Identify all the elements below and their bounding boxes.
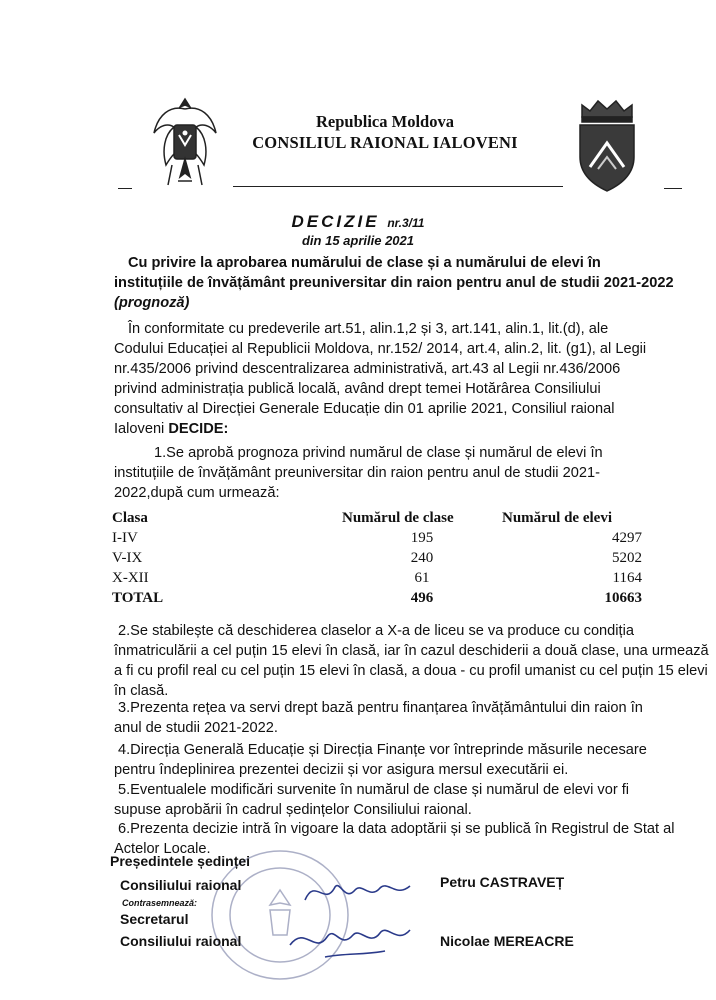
point-3	[114, 698, 674, 738]
table-total-elevi: 10663	[604, 589, 642, 606]
header-council: CONSILIUL RAIONAL IALOVENI	[252, 133, 518, 152]
secretary-name: Nicolae MEREACRE	[440, 933, 574, 949]
point-4-line-1: 4.Direcția Generală Educație și Direcția Finanțe vor întreprinde măsurile necesare	[118, 742, 647, 758]
preamble-line-3: nr.435/2006 privind descentralizarea administrativă, art.43 al Legii nr.436/2006	[114, 361, 621, 377]
preamble-line-6	[114, 419, 654, 439]
table-cell-clase: 195	[410, 529, 434, 546]
point-4-line-2: pentru îndeplinirea prezentei decizii și vor asigura mersul executării ei.	[114, 762, 569, 778]
point-1	[114, 443, 654, 503]
countersign-label: Contrasemnează:	[122, 898, 198, 908]
point-3-line-1: 3.Prezenta rețea va servi drept bază pentru finanțarea învățământului din raion în	[118, 700, 643, 716]
secretary-signature	[285, 915, 415, 965]
point-2-line-4: în clasă.	[114, 683, 169, 699]
table-header-elevi: Numărul de elevi	[502, 509, 612, 526]
preamble-decide: DECIDE:	[168, 421, 229, 437]
point-1-line-1: 1.Se aprobă prognoza privind numărul de clase și numărul de elevi în	[154, 445, 603, 461]
decision-number: nr.3/11	[387, 216, 425, 230]
point-2-line-2: înmatriculării a cel puțin 15 elevi în clasă, iar în cazul deschiderii a două clase, una urmează	[114, 643, 709, 659]
table-cell-clasa: I-IV	[112, 529, 138, 546]
preamble-line-4: privind administrația publică locală, având drept temei Hotărârea Consiliului	[114, 381, 601, 397]
table-row	[112, 548, 642, 568]
point-4	[114, 740, 674, 780]
president-title-1: Președintele ședinței	[110, 853, 251, 869]
preamble	[114, 319, 654, 439]
point-1-line-3: 2022,după cum urmează:	[114, 485, 280, 501]
point-5-line-2: supuse aprobării în cadrul ședințelor Consiliului raional.	[114, 802, 472, 818]
president-name: Petru CASTRAVEȚ	[440, 874, 565, 890]
point-2-line-3: a fi cu profil real cu cel puțin 15 elevi în clasă, a doua - cu profil umanist cu cel puțin 15 elevi	[114, 663, 708, 679]
point-5	[114, 780, 674, 820]
secretary-title-2: Consiliului raional	[120, 933, 242, 949]
point-1-line-2: instituțiile de învățământ preuniversitar din raion pentru anul de studii 2021-	[114, 465, 600, 481]
point-6-line-2: Actelor Locale.	[114, 841, 211, 857]
secretary-title-1: Secretarul	[120, 911, 189, 927]
classes-table	[112, 508, 642, 608]
preamble-place: Ialoveni	[114, 421, 165, 437]
table-total-label: TOTAL	[112, 589, 164, 606]
decision-title	[0, 212, 716, 232]
preamble-line-1: În conformitate cu predeverile art.51, alin.1,2 și 3, art.141, alin.1, lit.(d), ale	[128, 321, 609, 337]
table-cell-clasa: V-IX	[112, 549, 143, 566]
table-cell-elevi: 4297	[612, 529, 642, 546]
preamble-line-2: Codului Educației al Republicii Moldova, nr.152/ 2014, art.4, alin.2, lit. (g1), al Legii	[114, 341, 647, 357]
table-total-row	[112, 588, 642, 608]
header-rule-center	[233, 186, 563, 187]
preamble-line-5: consultativ al Direcției Generale Educație din 01 aprilie 2021, Consiliul raional	[114, 401, 615, 417]
table-header-clasa: Clasa	[112, 509, 148, 526]
subject-line-2: instituțiile de învățământ preuniversitar din raion pentru anul de studii 2021-2022	[114, 275, 674, 291]
table-cell-clasa: X-XII	[112, 569, 149, 586]
table-row	[112, 528, 642, 548]
point-6-line-1: 6.Prezenta decizie intră în vigoare la data adoptării și se publică în Registrul de Stat al	[118, 821, 675, 837]
header-republic: Republica Moldova	[316, 112, 454, 131]
decision-date: din 15 aprilie 2021	[301, 233, 414, 248]
president-signature	[300, 872, 430, 912]
table-total-clase: 496	[410, 589, 434, 606]
header-rule-left	[118, 188, 132, 189]
president-title-2: Consiliului raional	[120, 877, 242, 893]
point-3-line-2: anul de studii 2021-2022.	[114, 720, 278, 736]
table-cell-clase: 61	[414, 569, 430, 586]
table-cell-elevi: 5202	[612, 549, 642, 566]
subject-line-1: Cu privire la aprobarea numărului de clase și a numărului de elevi în	[128, 255, 601, 271]
table-header-clase: Numărul de clase	[342, 509, 454, 526]
ialoveni-coat-of-arms-icon	[572, 95, 642, 195]
decision-subject	[114, 253, 674, 313]
point-2	[114, 621, 709, 701]
point-5-line-1: 5.Eventualele modificări survenite în numărul de clase și numărul de elevi vor fi	[118, 782, 630, 798]
decision-title-text: DECIZIE	[291, 212, 380, 231]
header-rule-right	[664, 188, 682, 189]
subject-line-3: (prognoză)	[114, 295, 190, 311]
table-header-row	[112, 508, 642, 528]
moldova-coat-of-arms-icon	[150, 95, 220, 195]
point-2-line-1: 2.Se stabilește că deschiderea claselor a X-a de liceu se va produce cu condiția	[118, 623, 634, 639]
table-cell-elevi: 1164	[612, 569, 642, 586]
table-cell-clase: 240	[410, 549, 434, 566]
table-row	[112, 568, 642, 588]
